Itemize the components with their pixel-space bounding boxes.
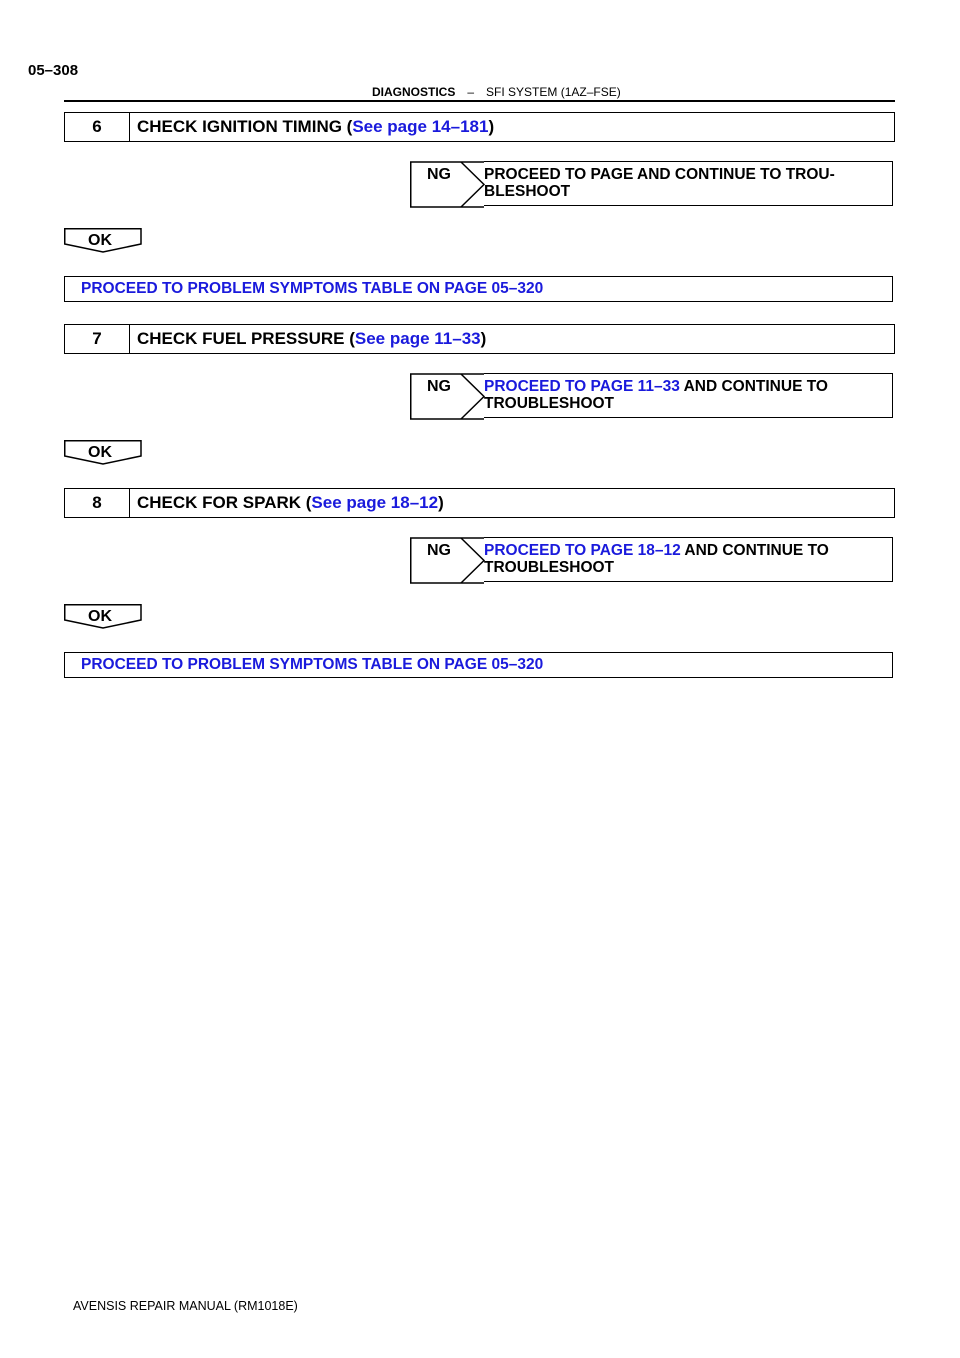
step-title-close: ) <box>488 117 495 136</box>
ng-label: NG <box>427 378 451 395</box>
ng-text: PROCEED TO PAGE AND CONTINUE TO TROU- <box>484 166 835 183</box>
step-number: 6 <box>65 113 130 141</box>
section-title: DIAGNOSTICS <box>372 85 456 99</box>
see-page-link[interactable]: See page 11–33 <box>354 329 481 348</box>
section-subtitle: SFI SYSTEM (1AZ–FSE) <box>486 85 621 99</box>
step-title-text: CHECK FOR SPARK ( <box>137 493 312 512</box>
ng-text-tail: AND CONTINUE TO <box>680 542 829 559</box>
step-7 <box>64 324 895 354</box>
step-8 <box>64 488 895 518</box>
step-title <box>130 113 494 141</box>
step-title-close: ) <box>480 329 487 348</box>
result-link[interactable]: PROCEED TO PROBLEM SYMPTOMS TABLE ON PAGE 05–320 <box>81 656 544 673</box>
ok-label: OK <box>88 232 112 249</box>
page-footer: AVENSIS REPAIR MANUAL (RM1018E) <box>73 1299 298 1313</box>
step-number: 7 <box>65 325 130 353</box>
ng-text-line2: TROUBLESHOOT <box>484 559 615 576</box>
ng-text-tail: AND CONTINUE TO <box>679 378 828 395</box>
step-title-text: CHECK FUEL PRESSURE ( <box>137 329 355 348</box>
ng-label: NG <box>427 542 451 559</box>
ng-instruction <box>484 373 893 418</box>
step-title-close: ) <box>438 493 444 512</box>
ng-label: NG <box>427 166 451 183</box>
page-header <box>372 85 621 99</box>
step-6 <box>64 112 895 142</box>
ok-label: OK <box>88 444 112 461</box>
ng-instruction <box>484 161 893 206</box>
ng-text-line2: TROUBLESHOOT <box>484 395 615 412</box>
ng-text-line2: BLESHOOT <box>484 183 571 200</box>
page-number: 05–308 <box>28 62 79 79</box>
ok-label: OK <box>88 608 112 625</box>
step-title-text: CHECK IGNITION TIMING ( <box>137 117 353 136</box>
result-link[interactable]: PROCEED TO PROBLEM SYMPTOMS TABLE ON PAGE 05–320 <box>81 280 544 297</box>
header-rule <box>64 100 895 102</box>
step-title <box>130 489 444 517</box>
ng-link[interactable]: PROCEED TO PAGE 18–12 <box>484 542 681 559</box>
ng-link[interactable]: PROCEED TO PAGE 11–33 <box>484 378 680 395</box>
see-page-link[interactable]: See page 18–12 <box>311 493 439 512</box>
result-box <box>64 652 893 678</box>
see-page-link[interactable]: See page 14–181 <box>352 117 489 136</box>
header-dash: – <box>467 85 475 99</box>
step-title <box>130 325 486 353</box>
step-number: 8 <box>65 489 130 517</box>
ng-instruction <box>484 537 893 582</box>
result-box <box>64 276 893 302</box>
